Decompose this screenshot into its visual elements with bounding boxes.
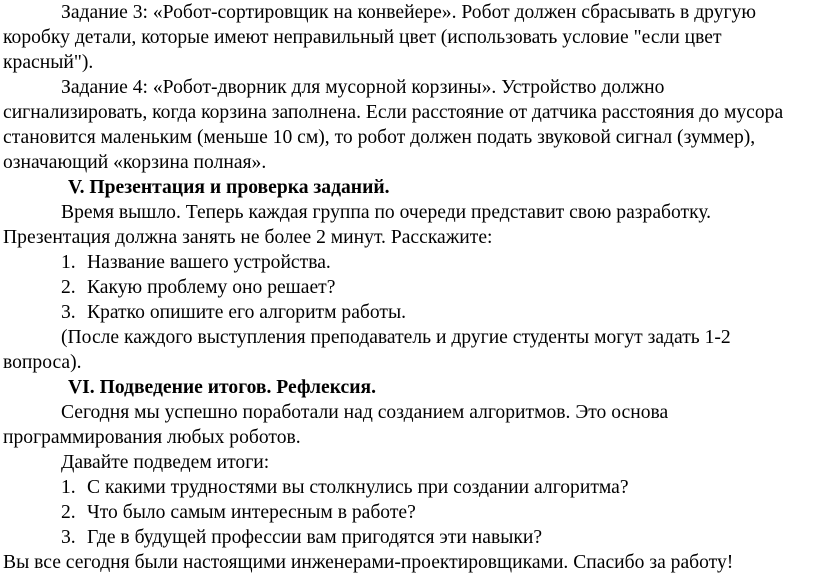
section-5-intro: Время вышло. Теперь каждая группа по очереди представит свою разработку. Презентация должна занять не более 2 минут. Расскажите: [3,202,712,248]
list-item-number: 2. [61,502,76,523]
list-item-text: Какую проблему оно решает? [87,277,336,298]
closing-paragraph: Вы все сегодня были настоящими инженерами-проектировщиками. Спасибо за работу! [3,552,734,573]
section-6-intro: Сегодня мы успешно поработали над созданием алгоритмов. Это основа программирования любых роботов. [3,402,669,448]
list-item [3,475,813,500]
list-item-number: 1. [61,477,76,498]
list-item [3,250,813,275]
list-item [3,500,813,525]
list-item-text: Кратко опишите его алгоритм работы. [87,302,407,323]
task-4-paragraph: Задание 4: «Робот-дворник для мусорной корзины». Устройство должно сигнализировать, когда корзина заполнена. Если расстояние от датчика расстояния до мусора становится маленьким (меньше 10 см), то робот должен подать звуковой сигнал (зуммер), означающий «корзина полная». [3,77,784,173]
section-5-note: (После каждого выступления преподаватель и другие студенты могут задать 1-2 вопроса). [3,327,731,373]
section-6-heading: VI. Подведение итогов. Рефлексия. [68,377,376,398]
list-item-number: 3. [61,302,76,323]
list-item-number: 2. [61,277,76,298]
list-item-text: Что было самым интересным в работе? [87,502,416,523]
list-item [3,300,813,325]
list-item [3,275,813,300]
list-item-text: С какими трудностями вы столкнулись при создании алгоритма? [87,477,629,498]
list-item [3,525,813,550]
task-3-paragraph: Задание 3: «Робот-сортировщик на конвейере». Робот должен сбрасывать в другую коробку детали, которые имеют неправильный цвет (использовать условие "если цвет красный"). [3,2,756,73]
section-5-heading: V. Презентация и проверка заданий. [68,177,390,198]
list-item-text: Где в будущей профессии вам пригодятся эти навыки? [87,527,543,548]
section-6-prompt: Давайте подведем итоги: [61,452,270,473]
list-item-number: 3. [61,527,76,548]
list-item-text: Название вашего устройства. [87,252,331,273]
list-item-number: 1. [61,252,76,273]
